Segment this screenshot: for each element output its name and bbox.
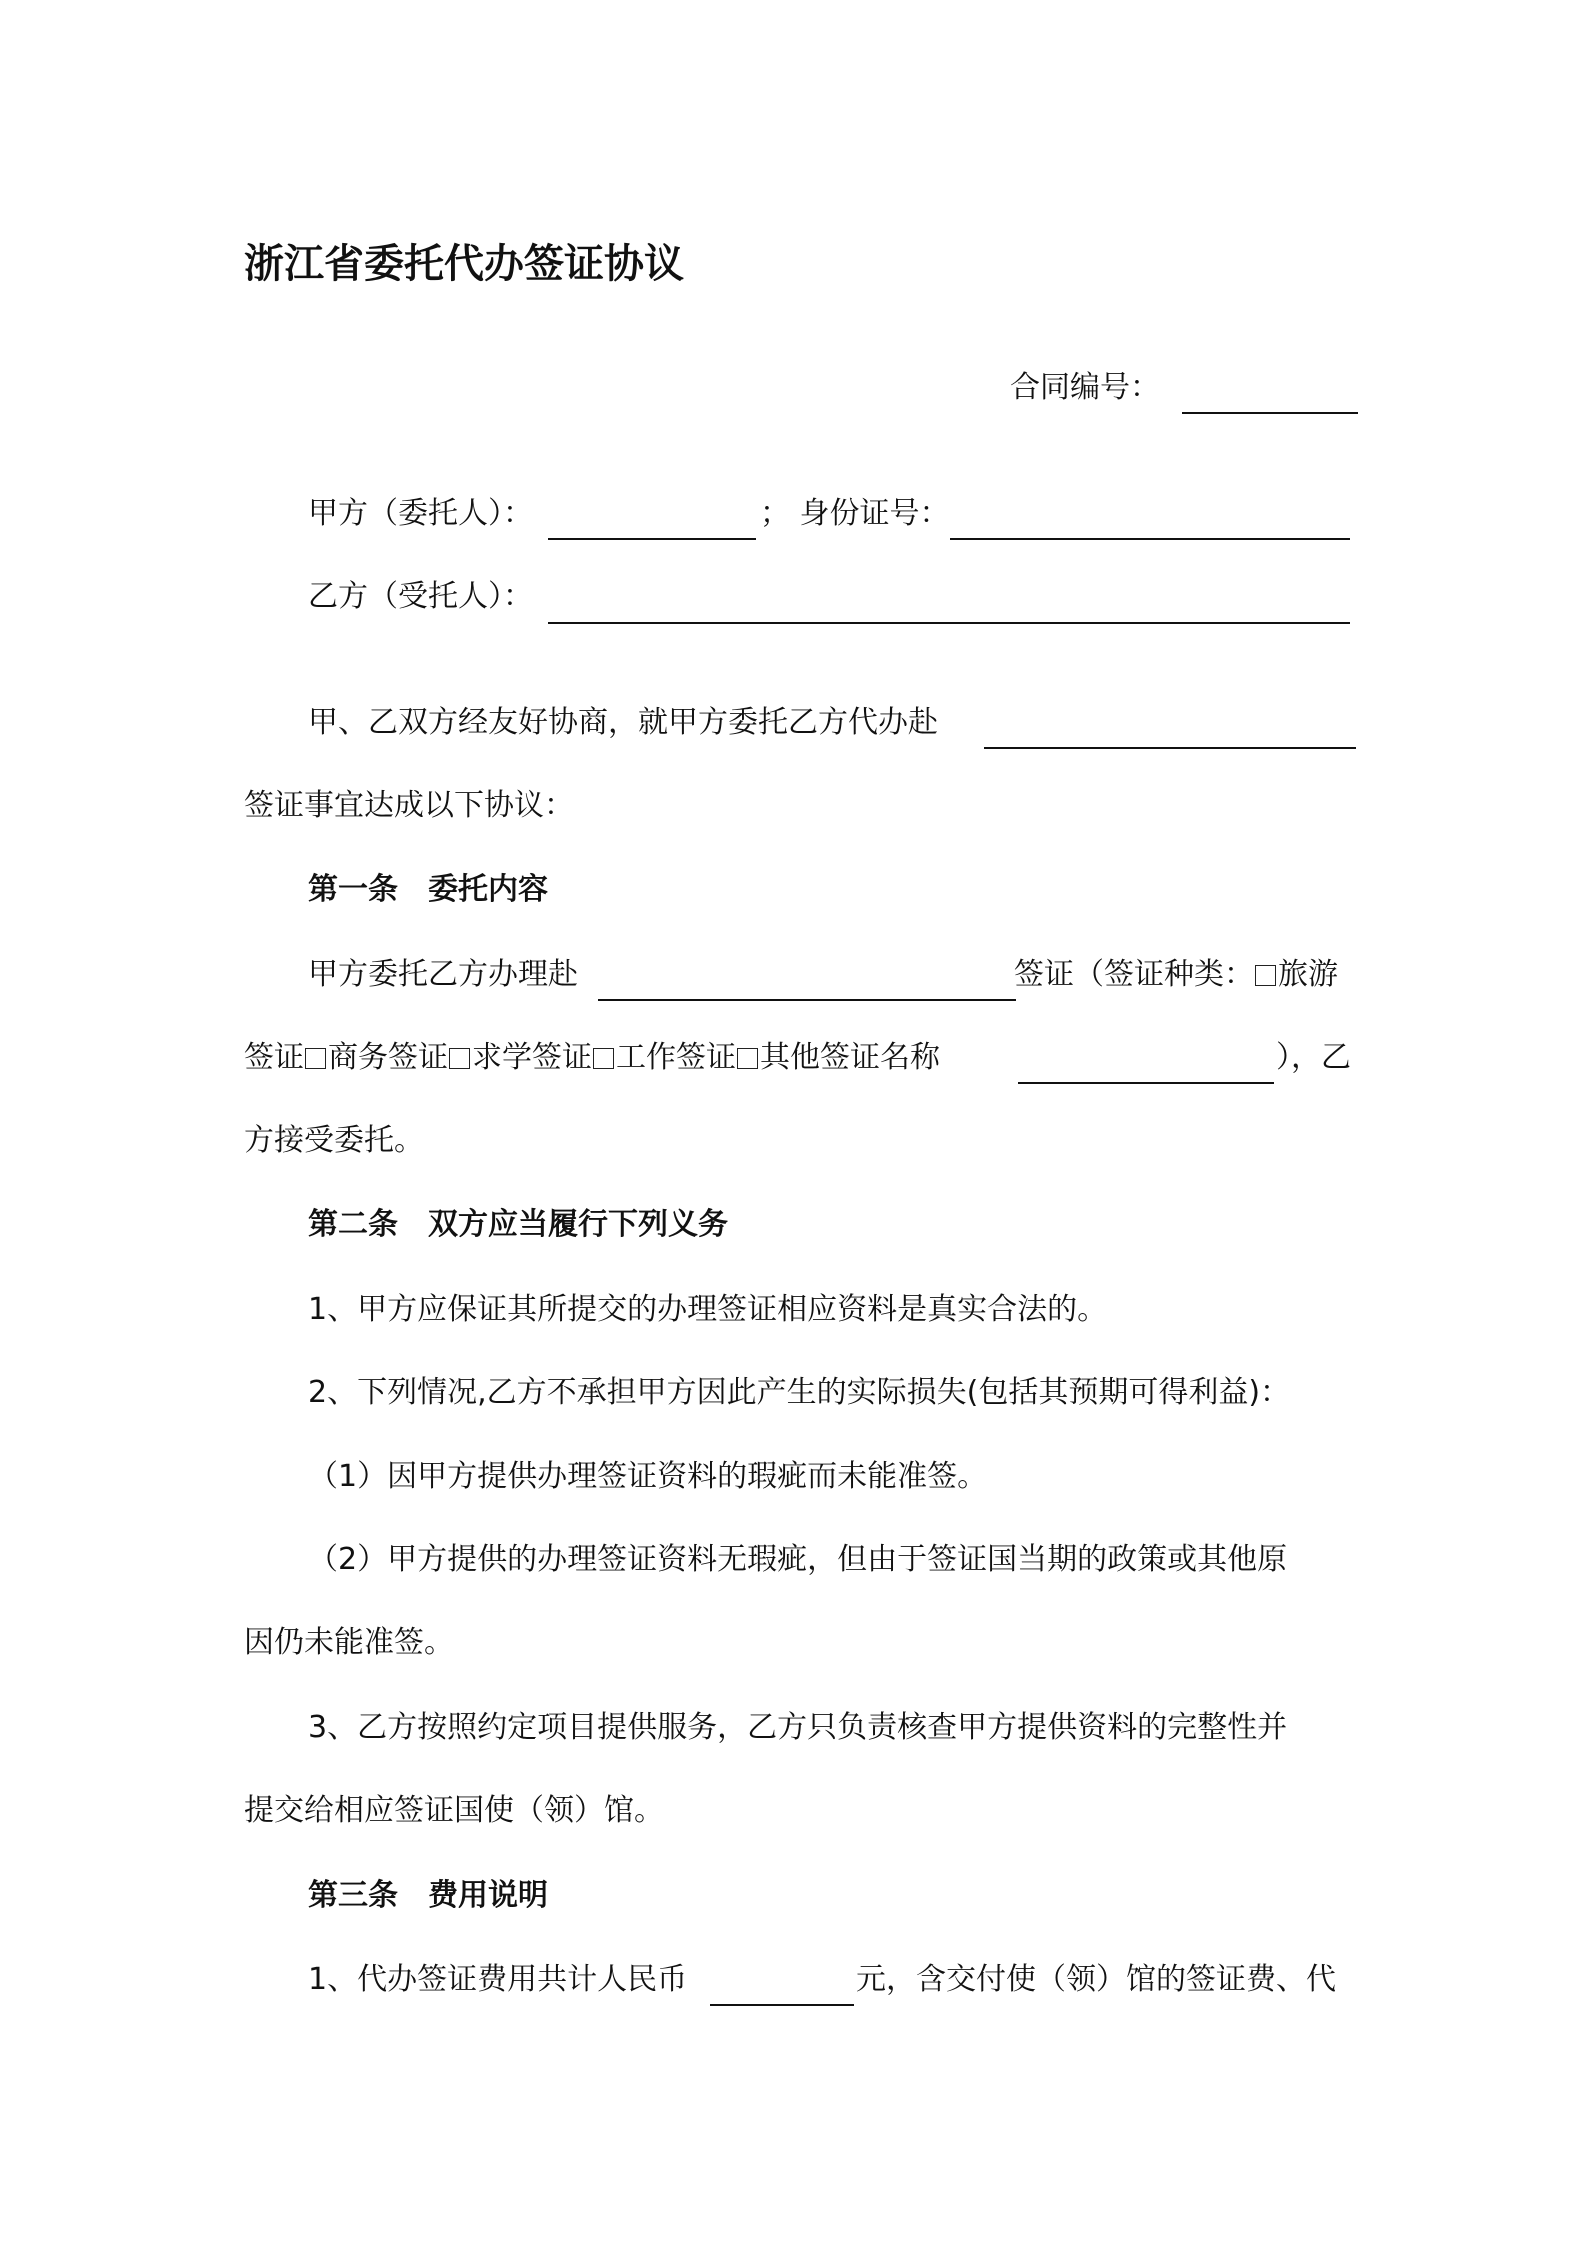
visa-type-other: 其他签证名称 [760, 1040, 940, 1075]
article-3-heading: 第三条 费用说明 [308, 1878, 548, 1913]
visa-suffix: 签证 [244, 1040, 304, 1075]
other-visa-name-blank[interactable] [1018, 1050, 1274, 1084]
id-row [760, 494, 950, 534]
article-1-line-2-tail: ），乙 [1276, 1040, 1351, 1075]
contract-number-blank[interactable] [1182, 380, 1358, 414]
visa-type-work: 工作签证 [616, 1040, 736, 1075]
id-number-label: 身份证号： [799, 496, 950, 531]
visa-type-business: 商务签证 [328, 1040, 448, 1075]
contract-number-row [1010, 368, 1160, 408]
fee-amount-blank[interactable] [710, 1972, 854, 2006]
article-3-item-1-b: 元，含交付使（领）馆的签证费、代 [856, 1962, 1336, 1997]
id-number-blank[interactable] [950, 506, 1350, 540]
article-1-heading: 第一条 委托内容 [308, 872, 548, 907]
document-title: 浙江省委托代办签证协议 [244, 241, 684, 287]
intro-text-1: 甲、乙双方经友好协商，就甲方委托乙方代办赴 [308, 705, 938, 740]
party-a-name-blank[interactable] [548, 506, 756, 540]
checkbox-work[interactable] [593, 1048, 614, 1069]
article-2-item-2: 2、下列情况,乙方不承担甲方因此产生的实际损失(包括其预期可得利益)： [308, 1375, 1291, 1410]
article-1-text-a: 甲方委托乙方办理赴 [308, 957, 578, 992]
checkbox-other[interactable] [737, 1048, 758, 1069]
article-2-item-2-2-a: （2）甲方提供的办理签证资料无瑕疵，但由于签证国当期的政策或其他原 [308, 1542, 1288, 1577]
article-2-item-3-a: 3、乙方按照约定项目提供服务，乙方只负责核查甲方提供资料的完整性并 [308, 1710, 1288, 1745]
article-1-line-1 [308, 955, 578, 995]
article-2-heading: 第二条 双方应当履行下列义务 [308, 1207, 728, 1242]
destination-blank-intro[interactable] [984, 715, 1356, 749]
party-a-row [308, 494, 533, 534]
article-2-item-1: 1、甲方应保证其所提交的办理签证相应资料是真实合法的。 [308, 1292, 1108, 1327]
article-1-line-2 [244, 1038, 940, 1078]
id-separator: ； [760, 496, 790, 531]
visa-type-study: 求学签证 [472, 1040, 592, 1075]
intro-line-2: 签证事宜达成以下协议： [244, 788, 574, 823]
checkbox-tourist[interactable] [1255, 965, 1276, 986]
article-1-line-1-b [1014, 955, 1338, 995]
article-2-item-2-1: （1）因甲方提供办理签证资料的瑕疵而未能准签。 [308, 1459, 988, 1494]
destination-country-blank[interactable] [598, 967, 1016, 1001]
party-b-name-blank[interactable] [548, 590, 1350, 624]
party-a-label: 甲方（委托人）： [308, 496, 533, 531]
article-1-line-3: 方接受委托。 [244, 1123, 424, 1158]
article-2-item-2-2-b: 因仍未能准签。 [244, 1625, 454, 1660]
party-b-row [308, 577, 533, 617]
article-3-item-1-a: 1、代办签证费用共计人民币 [308, 1962, 688, 1997]
visa-type-label: 签证（签证种类： [1014, 957, 1254, 992]
checkbox-study[interactable] [449, 1048, 470, 1069]
checkbox-business[interactable] [305, 1048, 326, 1069]
intro-line-1 [308, 703, 938, 743]
party-b-label: 乙方（受托人）： [308, 579, 533, 614]
contract-number-label: 合同编号： [1010, 370, 1160, 405]
article-2-item-3-b: 提交给相应签证国使（领）馆。 [244, 1793, 664, 1828]
visa-type-tourist: 旅游 [1278, 957, 1338, 992]
